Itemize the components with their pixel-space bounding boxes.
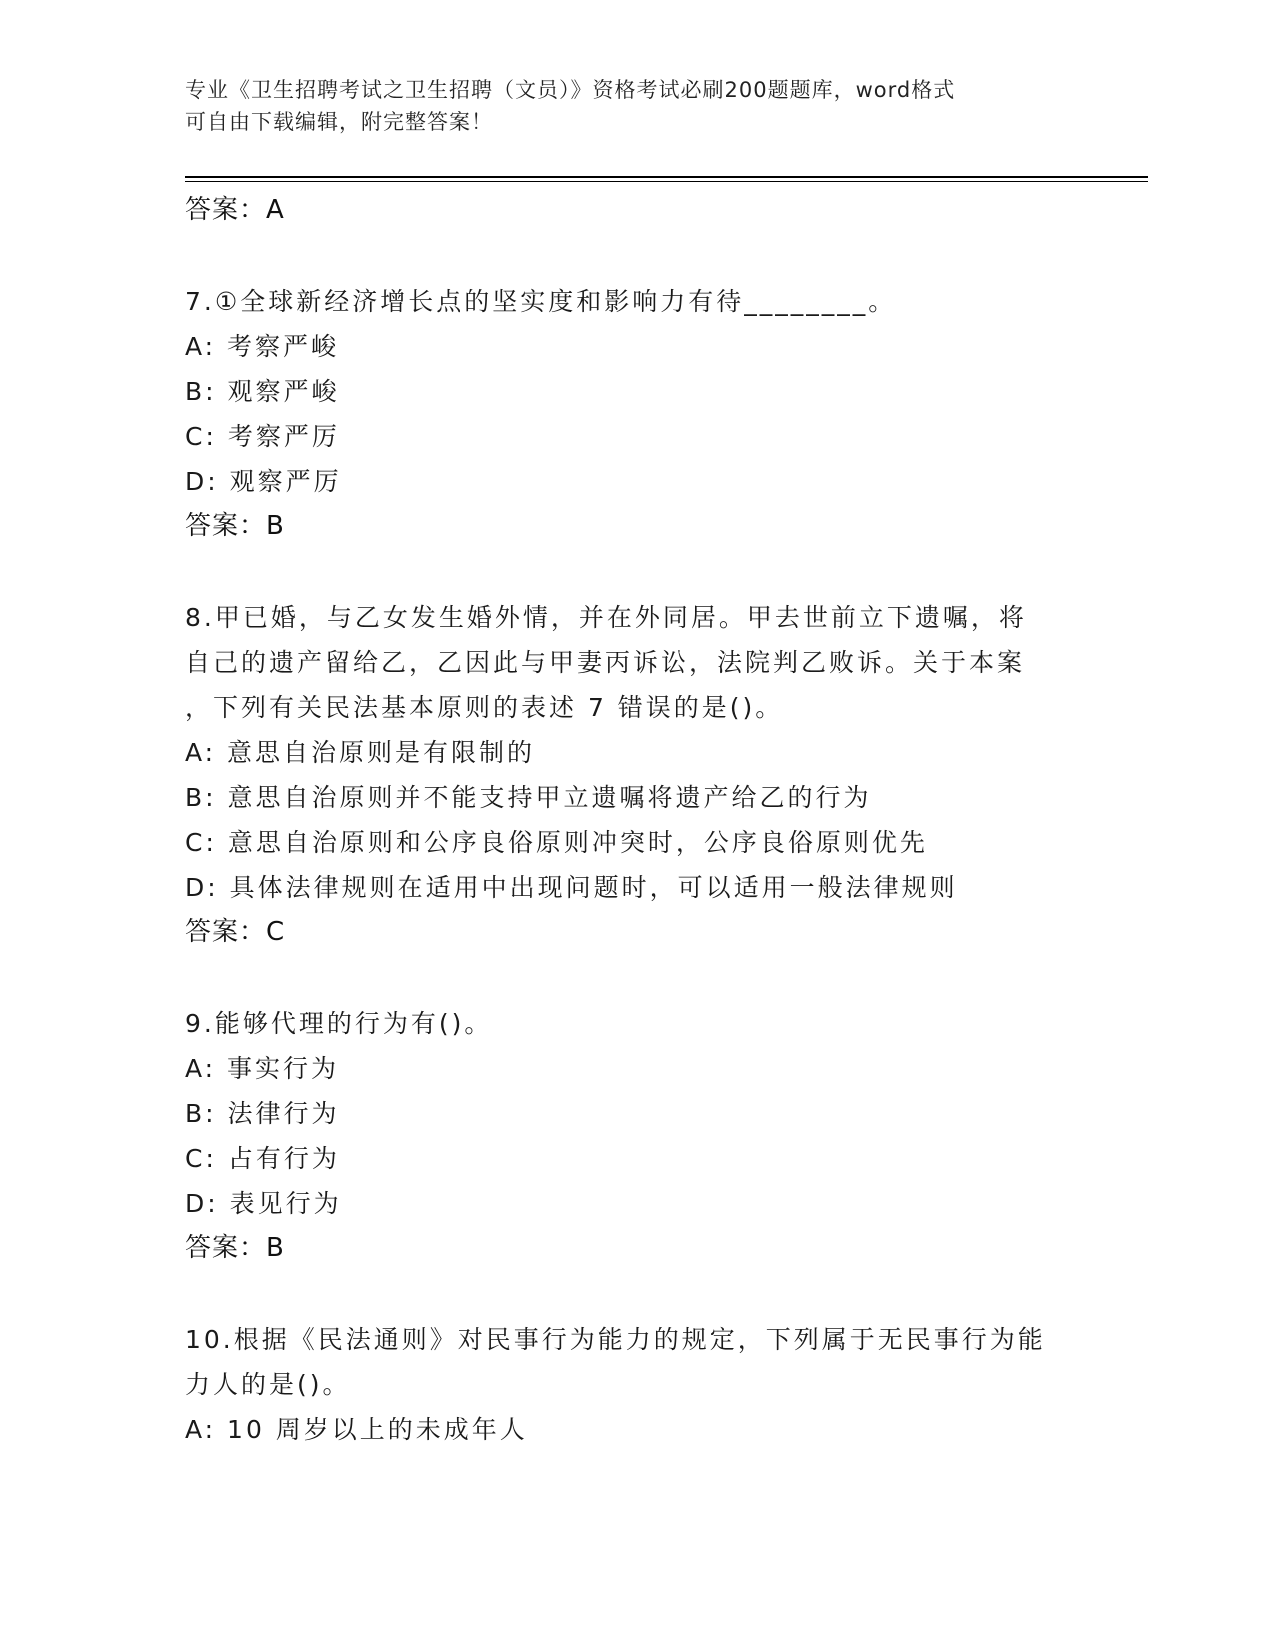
spacer <box>185 549 1085 595</box>
option-d: D: 具体法律规则在适用中出现问题时，可以适用一般法律规则 <box>185 873 958 902</box>
option-a: A: 意思自治原则是有限制的 <box>185 738 536 767</box>
spacer <box>185 1271 1085 1317</box>
question-stem: ，下列有关民法基本原则的表述 7 错误的是()。 <box>185 693 784 722</box>
option-a: A: 10 周岁以上的未成年人 <box>185 1415 528 1444</box>
question-7 <box>185 279 1085 549</box>
header-line-2: 可自由下载编辑，附完整答案！ <box>185 110 493 134</box>
question-stem: 9.能够代理的行为有()。 <box>185 1009 493 1038</box>
answer-label: 答案：A <box>185 195 285 225</box>
option-d: D: 表见行为 <box>185 1189 342 1218</box>
answer-label: 答案：B <box>185 511 285 541</box>
question-stem: 力人的是()。 <box>185 1370 351 1399</box>
question-stem: 10.根据《民法通则》对民事行为能力的规定，下列属于无民事行为能 <box>185 1325 1046 1354</box>
question-stem: 8.甲已婚，与乙女发生婚外情，并在外同居。甲去世前立下遗嘱，将 <box>185 603 1027 632</box>
option-c: C: 意思自治原则和公序良俗原则冲突时，公序良俗原则优先 <box>185 828 928 857</box>
document-body <box>185 188 1085 1452</box>
option-d: D: 观察严厉 <box>185 467 342 496</box>
question-stem: 自己的遗产留给乙，乙因此与甲妻丙诉讼，法院判乙败诉。关于本案 <box>185 648 1026 677</box>
answer-label: 答案：B <box>185 1233 285 1263</box>
question-9 <box>185 1001 1085 1271</box>
option-b: B: 意思自治原则并不能支持甲立遗嘱将遗产给乙的行为 <box>185 783 872 812</box>
option-a: A: 考察严峻 <box>185 332 340 361</box>
answer-label: 答案：C <box>185 917 286 947</box>
document-header <box>185 74 1085 138</box>
question-stem: 7.①全球新经济增长点的坚实度和影响力有待________。 <box>185 287 897 316</box>
question-8 <box>185 595 1085 955</box>
question-10 <box>185 1317 1085 1452</box>
header-rule-thin <box>185 181 1148 182</box>
option-b: B: 法律行为 <box>185 1099 340 1128</box>
header-line-1: 专业《卫生招聘考试之卫生招聘（文员）》资格考试必刷200题题库，word格式 <box>185 78 956 102</box>
spacer <box>185 233 1085 279</box>
option-b: B: 观察严峻 <box>185 377 340 406</box>
option-a: A: 事实行为 <box>185 1054 340 1083</box>
spacer <box>185 955 1085 1001</box>
header-rule-thick <box>185 176 1148 178</box>
option-c: C: 考察严厉 <box>185 422 340 451</box>
option-c: C: 占有行为 <box>185 1144 340 1173</box>
